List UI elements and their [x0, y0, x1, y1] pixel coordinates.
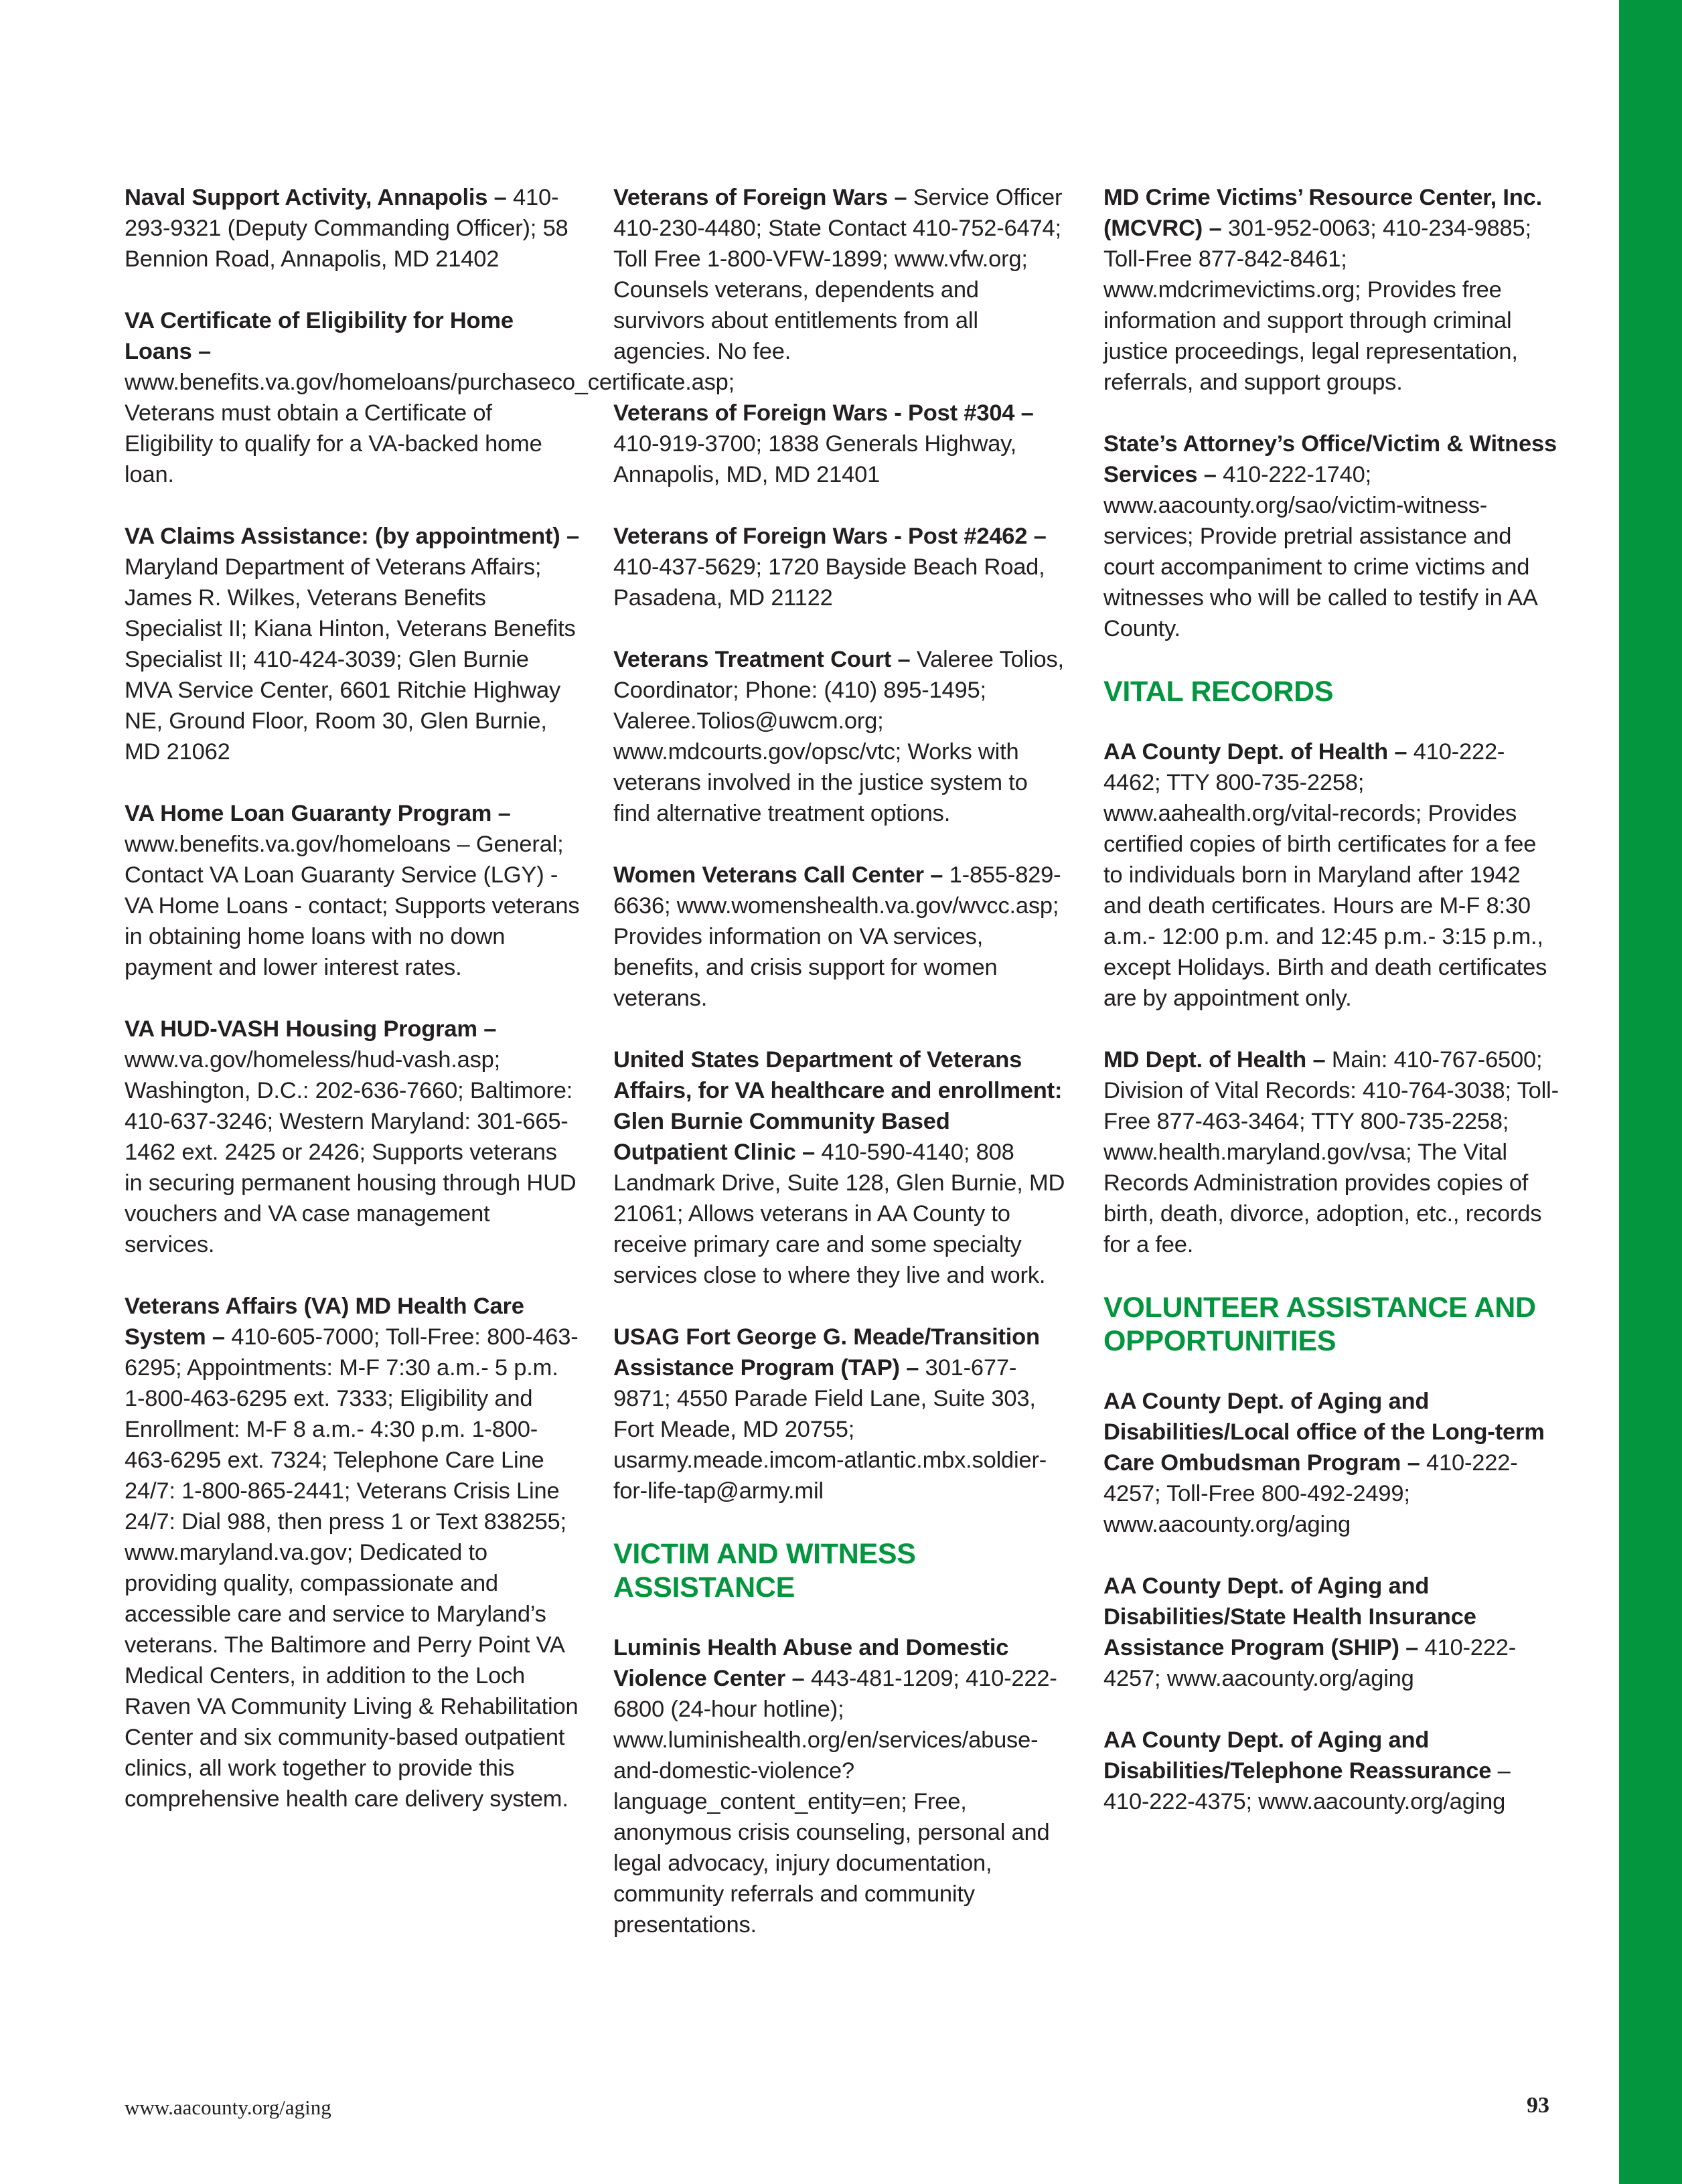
entry-name: MD Dept. of Health –	[1103, 1047, 1326, 1073]
entry-name: AA County Dept. of Aging and Disabilities/Telephone Reassurance	[1103, 1727, 1492, 1784]
entry-details: 410-919-3700; 1838 Generals Highway, Annapolis, MD, MD 21401	[613, 431, 1017, 487]
page-number: 93	[1527, 2093, 1549, 2118]
listing-entry	[613, 1632, 1069, 1940]
listing-entry	[613, 398, 1069, 490]
listing-entry	[125, 1014, 580, 1260]
listing-entry	[125, 305, 735, 490]
entry-details: 410-222-4257; Toll-Free 800-492-2499; www.aacounty.org/aging	[1103, 1450, 1518, 1537]
section-heading-volunteer: VOLUNTEER ASSISTANCE AND OPPORTUNITIES	[1103, 1292, 1536, 1357]
entry-details: 301-952-0063; 410-234-9885; Toll-Free 877-842-8461; www.mdcrimevictims.org; Provides free information and support through criminal justice proceedings, legal representation, referrals, and support groups.	[1103, 216, 1531, 395]
listing-entry	[1103, 1386, 1559, 1540]
entry-details: 1-855-829-6636; www.womenshealth.va.gov/wvcc.asp; Provides information on VA services, benefits, and crisis support for women veterans.	[613, 862, 1061, 1011]
entry-name: VA Home Loan Guaranty Program –	[125, 801, 511, 826]
footer-url: www.aacounty.org/aging	[125, 2096, 331, 2119]
entry-name: Veterans of Foreign Wars - Post #304 –	[613, 400, 1034, 426]
section-heading-victim-witness: VICTIM AND WITNESS ASSISTANCE	[613, 1538, 916, 1604]
entry-details: Maryland Department of Veterans Affairs; James R. Wilkes, Veterans Benefits Specialist II; Kiana Hinton, Veterans Benefits Specialist II; 410-424-3039; Glen Burnie MVA Service Center, 6601 Ritchie Highway NE, Ground Floor, Room 30, Glen Burnie, MD 21062	[125, 554, 576, 765]
entry-details: www.benefits.va.gov/homeloans/purchaseco_certificate.asp; Veterans must obtain a Certificate of Eligibility to qualify for a VA-backed home loan.	[125, 370, 735, 487]
entry-details: – 410-222-4375; www.aacounty.org/aging	[1103, 1758, 1511, 1814]
entry-name: Veterans of Foreign Wars - Post #2462 –	[613, 524, 1047, 549]
column-3	[1103, 182, 1559, 1848]
entry-name: USAG Fort George G. Meade/Transition Assistance Program (TAP) –	[613, 1324, 1040, 1381]
entry-name: Women Veterans Call Center –	[613, 862, 943, 888]
entry-name: Naval Support Activity, Annapolis –	[125, 185, 507, 210]
column-2	[613, 182, 1069, 1971]
entry-name: AA County Dept. of Aging and Disabilities/Local office of the Long-term Care Ombudsman Program –	[1103, 1389, 1545, 1476]
listing-entry	[125, 1291, 580, 1814]
entry-name: Veterans of Foreign Wars –	[613, 185, 907, 210]
entry-details: 410-222-1740; www.aacounty.org/sao/victim-witness-services; Provide pretrial assistance and court accompaniment to crime victims and witnesses who will be called to testify in AA County.	[1103, 462, 1537, 641]
entry-name: Luminis Health Abuse and Domestic Violence Center –	[613, 1635, 1009, 1691]
entry-name: Veterans Affairs (VA) MD Health Care System –	[125, 1294, 524, 1350]
listing-entry	[125, 798, 580, 983]
section-heading-vital-records: VITAL RECORDS	[1103, 676, 1334, 708]
entry-name: United States Department of Veterans Affairs, for VA healthcare and enrollment: Glen Burnie Community Based Outpatient Clinic –	[613, 1047, 1063, 1165]
entry-details: Service Officer 410-230-4480; State Contact 410-752-6474; Toll Free 1-800-VFW-1899; www.vfw.org; Counsels veterans, dependents and survivors about entitlements from all agencies. No fee.	[613, 185, 1063, 364]
entry-name: State’s Attorney’s Office/Victim & Witness Services –	[1103, 431, 1557, 487]
entry-name: MD Crime Victims’ Resource Center, Inc. (MCVRC) –	[1103, 185, 1542, 241]
listing-entry	[125, 182, 580, 275]
listing-entry	[1103, 736, 1559, 1014]
entry-details: www.benefits.va.gov/homeloans – General; Contact VA Loan Guaranty Service (LGY) - VA Home Loans - contact; Supports veterans in obtaining home loans with no down payment and lower interest rates.	[125, 832, 580, 980]
entry-name: VA Claims Assistance: (by appointment) –	[125, 524, 579, 549]
listing-entry	[613, 1322, 1069, 1506]
listing-entry	[613, 521, 1069, 613]
listing-entry	[613, 860, 1069, 1014]
listing-entry	[1103, 182, 1559, 398]
entry-name: Veterans Treatment Court –	[613, 647, 911, 672]
entry-details: 410-437-5629; 1720 Bayside Beach Road, Pasadena, MD 21122	[613, 554, 1045, 611]
column-1	[125, 182, 735, 1845]
entry-name: AA County Dept. of Aging and Disabilities/State Health Insurance Assistance Program (SHIP) –	[1103, 1573, 1476, 1660]
entry-name: AA County Dept. of Health –	[1103, 739, 1407, 765]
listing-entry	[613, 644, 1069, 829]
entry-details: 410-293-9321 (Deputy Commanding Officer); 58 Bennion Road, Annapolis, MD 21402	[125, 185, 568, 272]
entry-details: 410-590-4140; 808 Landmark Drive, Suite 128, Glen Burnie, MD 21061; Allows veterans in AA County to receive primary care and some specialty services close to where they live and work.	[613, 1140, 1065, 1288]
listing-entry	[1103, 1571, 1559, 1694]
entry-details: 410-222-4257; www.aacounty.org/aging	[1103, 1635, 1516, 1691]
entry-name: VA HUD-VASH Housing Program –	[125, 1016, 497, 1042]
entry-details: Valeree Tolios, Coordinator; Phone: (410) 895-1495; Valeree.Tolios@uwcm.org; www.mdcourts.gov/opsc/vtc; Works with veterans involved in the justice system to find alternative treatment options.	[613, 647, 1064, 826]
entry-details: www.va.gov/homeless/hud-vash.asp; Washington, D.C.: 202-636-7660; Baltimore: 410-637-3246; Western Maryland: 301-665-1462 ext. 2425 or 2426; Supports veterans in securing permanent housing through HUD vouchers and VA case management services.	[125, 1047, 577, 1257]
green-edge-bar	[1619, 0, 1682, 2184]
listing-entry	[613, 182, 1069, 367]
listing-entry	[613, 1044, 1069, 1291]
listing-entry	[125, 521, 580, 767]
entry-name: VA Certificate of Eligibility for Home Loans –	[125, 308, 514, 364]
listing-entry	[1103, 428, 1559, 644]
entry-details: 410-222-4462; TTY 800-735-2258; www.aahealth.org/vital-records; Provides certified copies of birth certificates for a fee to individuals born in Maryland after 1942 and death certificates. Hours are M-F 8:30 a.m.- 12:00 p.m. and 12:45 p.m.- 3:15 p.m., except Holidays. Birth and death certificates are by appointment only.	[1103, 739, 1547, 1011]
listing-entry	[1103, 1044, 1559, 1260]
listing-entry	[1103, 1725, 1559, 1817]
entry-details: 301-677-9871; 4550 Parade Field Lane, Suite 303, Fort Meade, MD 20755; usarmy.meade.imcom-atlantic.mbx.soldier-for-life-tap@army.mil	[613, 1355, 1047, 1504]
entry-details: Main: 410-767-6500; Division of Vital Records: 410-764-3038; Toll-Free 877-463-3464; TTY 800-735-2258; www.health.maryland.gov/vsa; The Vital Records Administration provides copies of birth, death, divorce, adoption, etc., records for a fee.	[1103, 1047, 1559, 1257]
entry-details: 410-605-7000; Toll-Free: 800-463-6295; Appointments: M-F 7:30 a.m.- 5 p.m. 1-800-463-6295 ext. 7333; Eligibility and Enrollment: M-F 8 a.m.- 4:30 p.m. 1-800-463-6295 ext. 7324; Telephone Care Line 24/7: 1-800-865-2441; Veterans Crisis Line 24/7: Dial 988, then press 1 or Text 838255; www.maryland.va.gov; Dedicated to providing quality, compassionate and accessible care and service to Maryland’s veterans. The Baltimore and Perry Point VA Medical Centers, in addition to the Loch Raven VA Community Living & Rehabilitation Center and six community-based outpatient clinics, all work together to provide this comprehensive health care delivery system.	[125, 1324, 579, 1812]
entry-details: 443-481-1209; 410-222-6800 (24-hour hotline); www.luminishealth.org/en/services/abuse-and-domestic-violence?language_content_entity=en; Free, anonymous crisis counseling, personal and legal advocacy, injury documentation, community referrals and community presentations.	[613, 1666, 1057, 1938]
